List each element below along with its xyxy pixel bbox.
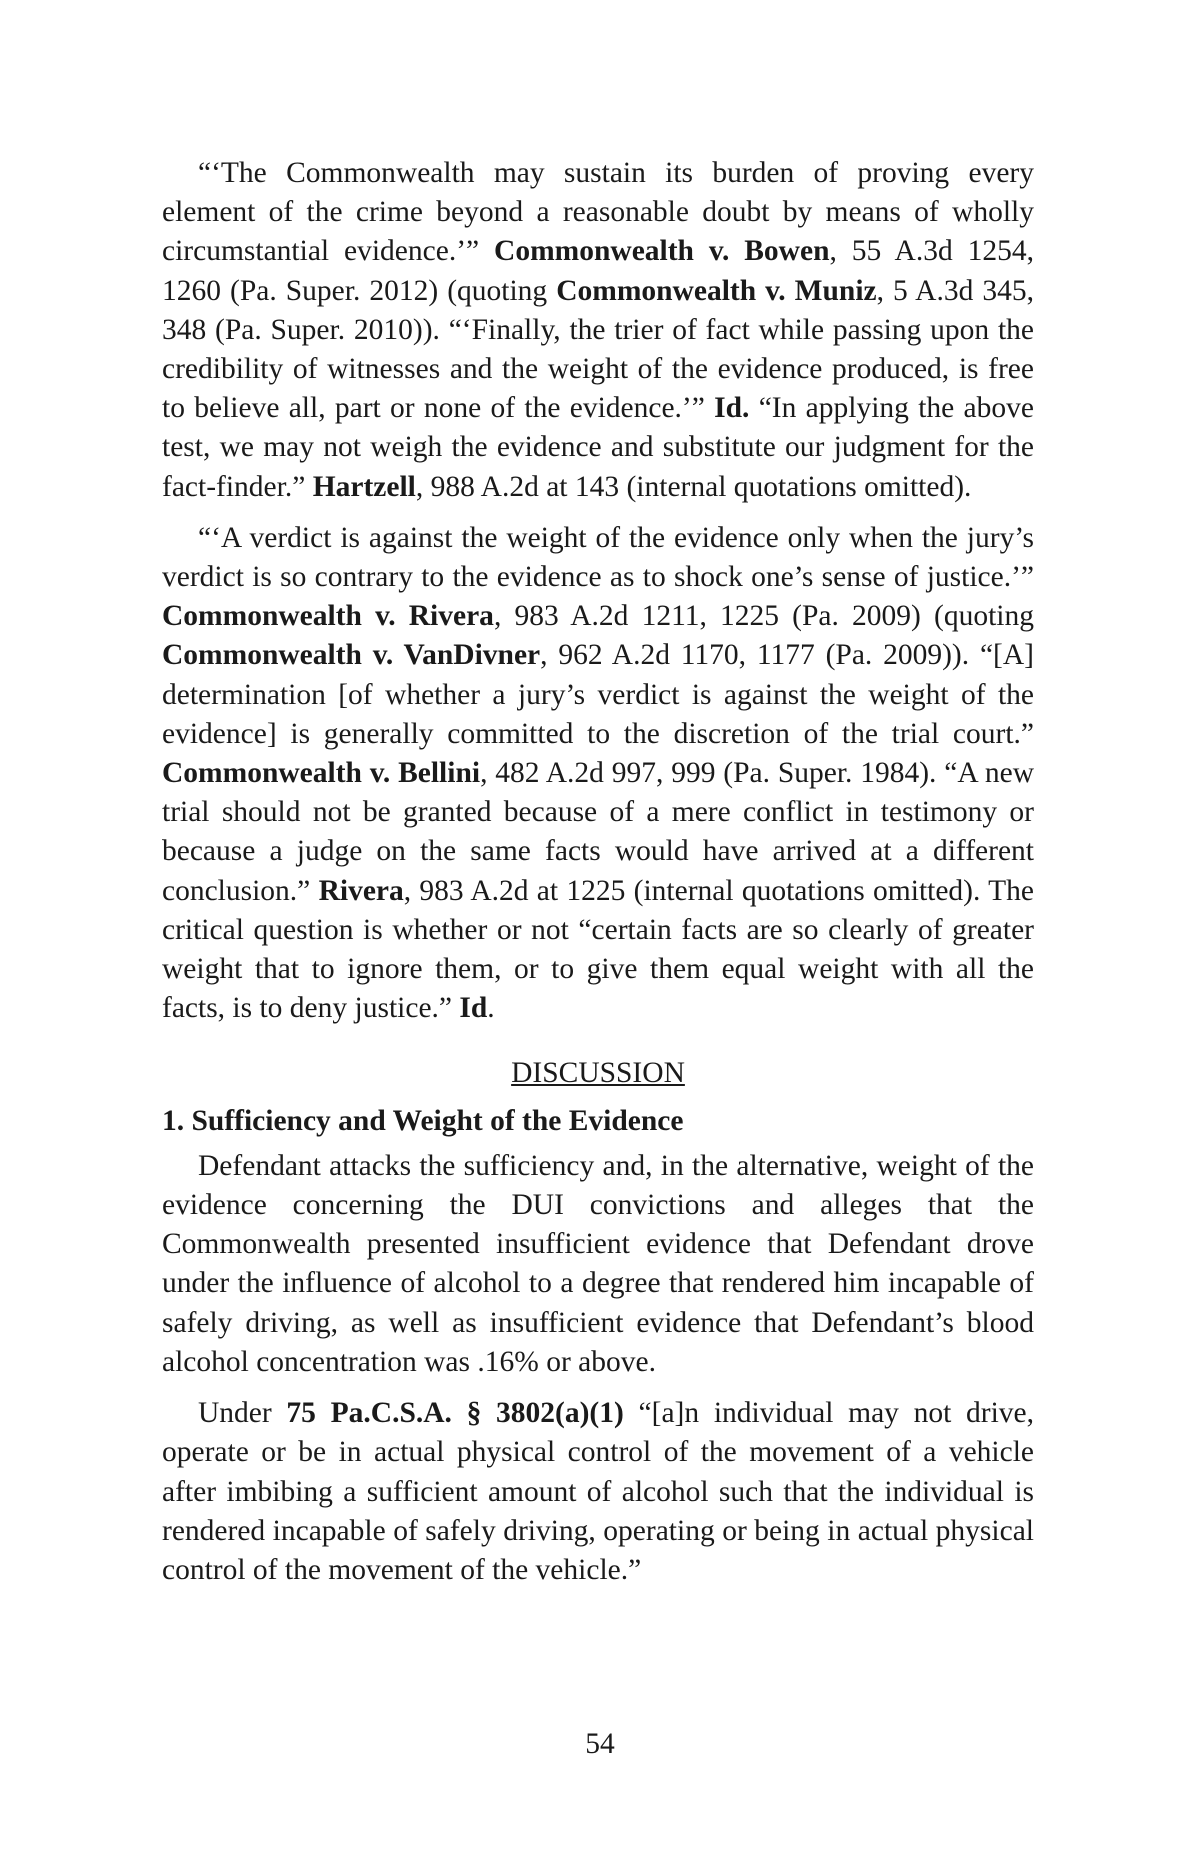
statute-citation: 75 Pa.C.S.A. § 3802(a)(1) [286, 1397, 624, 1430]
text-segment: , 988 A.2d at 143 (internal quotations omitted). [415, 470, 972, 503]
text-segment: , 55 A.3d 1254, 1260 (Pa. Super. 2012) (quoting [162, 235, 1034, 307]
case-citation: Commonwealth v. Muniz [556, 274, 877, 307]
case-citation: Commonwealth v. VanDivner [162, 639, 541, 672]
text-segment: “In applying the above test, we may not weigh the evidence and substitute our judgment for the fact-finder.” [162, 392, 1034, 503]
section-heading-discussion: DISCUSSION [511, 1057, 685, 1090]
text-segment: “‘A verdict is against the weight of the evidence only when the jury’s verdict is so contrary to the evidence as to shock one’s sense of justice.’” [162, 521, 1034, 594]
text-segment: Under [198, 1397, 287, 1430]
paragraph-circumstantial-evidence [162, 154, 1034, 507]
text-segment: , 983 A.2d 1211, 1225 (Pa. 2009) (quoting [493, 600, 1034, 633]
paragraph-weight-of-evidence [162, 519, 1034, 1029]
paragraph-statute [162, 1394, 1034, 1590]
text-segment: , 482 A.2d 997, 999 (Pa. Super. 1984). “A new trial should not be granted because of a mere conflict in testimony or because a judge on the same facts would have arrived at a different conclusion.” [162, 757, 1035, 907]
page-number: 54 [585, 1728, 615, 1760]
text-segment: “‘The Commonwealth may sustain its burden of proving every element of the crime beyond a reasonable doubt by means of wholly circumstantial evidence.’” [162, 157, 1034, 268]
text-segment: . [487, 992, 495, 1025]
text-segment: , 983 A.2d at 1225 (internal quotations omitted). The critical question is whether or not “certain facts are so clearly of greater weight that to ignore them, or to give them equal weight with all the facts, is to deny justice.” [162, 874, 1035, 1025]
text-segment: , 5 A.3d 345, 348 (Pa. Super. 2010)). “‘Finally, the trier of fact while passing upon the credibility of witnesses and the weight of the evidence produced, is free to believe all, part or none of the evidence.’” [162, 274, 1035, 425]
case-citation: Commonwealth v. Bellini [162, 757, 481, 790]
text-segment: , 962 A.2d 1170, 1177 (Pa. 2009)). “[A] determination [of whether a jury’s verdict is against the weight of the evidence] is generally committed to the discretion of the trial court.” [162, 639, 1034, 750]
paragraph-defendant-attacks: Defendant attacks the sufficiency and, in the alternative, weight of the evidence concerning the DUI convictions and alleges that the Commonwealth presented insufficient evidence that Defendant drove under the influence of alcohol to a degree that rendered him incapable of safely driving, as well as insufficient evidence that Defendant’s blood alcohol concentration was .16% or above. [162, 1149, 1034, 1378]
case-citation: Hartzell [312, 470, 416, 503]
case-citation: Id [459, 992, 488, 1025]
case-citation: Commonwealth v. Rivera [162, 600, 494, 633]
document-body [162, 154, 1034, 1590]
case-citation: Commonwealth v. Bowen [494, 235, 830, 268]
case-citation: Rivera [318, 874, 404, 907]
text-segment: “[a]n individual may not drive, operate or be in actual physical control of the movement of a vehicle after imbibing a sufficient amount of alcohol such that the individual is rendered incapable of safely driving, operating or being in actual physical control of the movement of the vehicle.” [162, 1397, 1034, 1586]
subsection-heading: 1. Sufficiency and Weight of the Evidence [162, 1104, 684, 1137]
case-citation: Id. [714, 392, 750, 425]
